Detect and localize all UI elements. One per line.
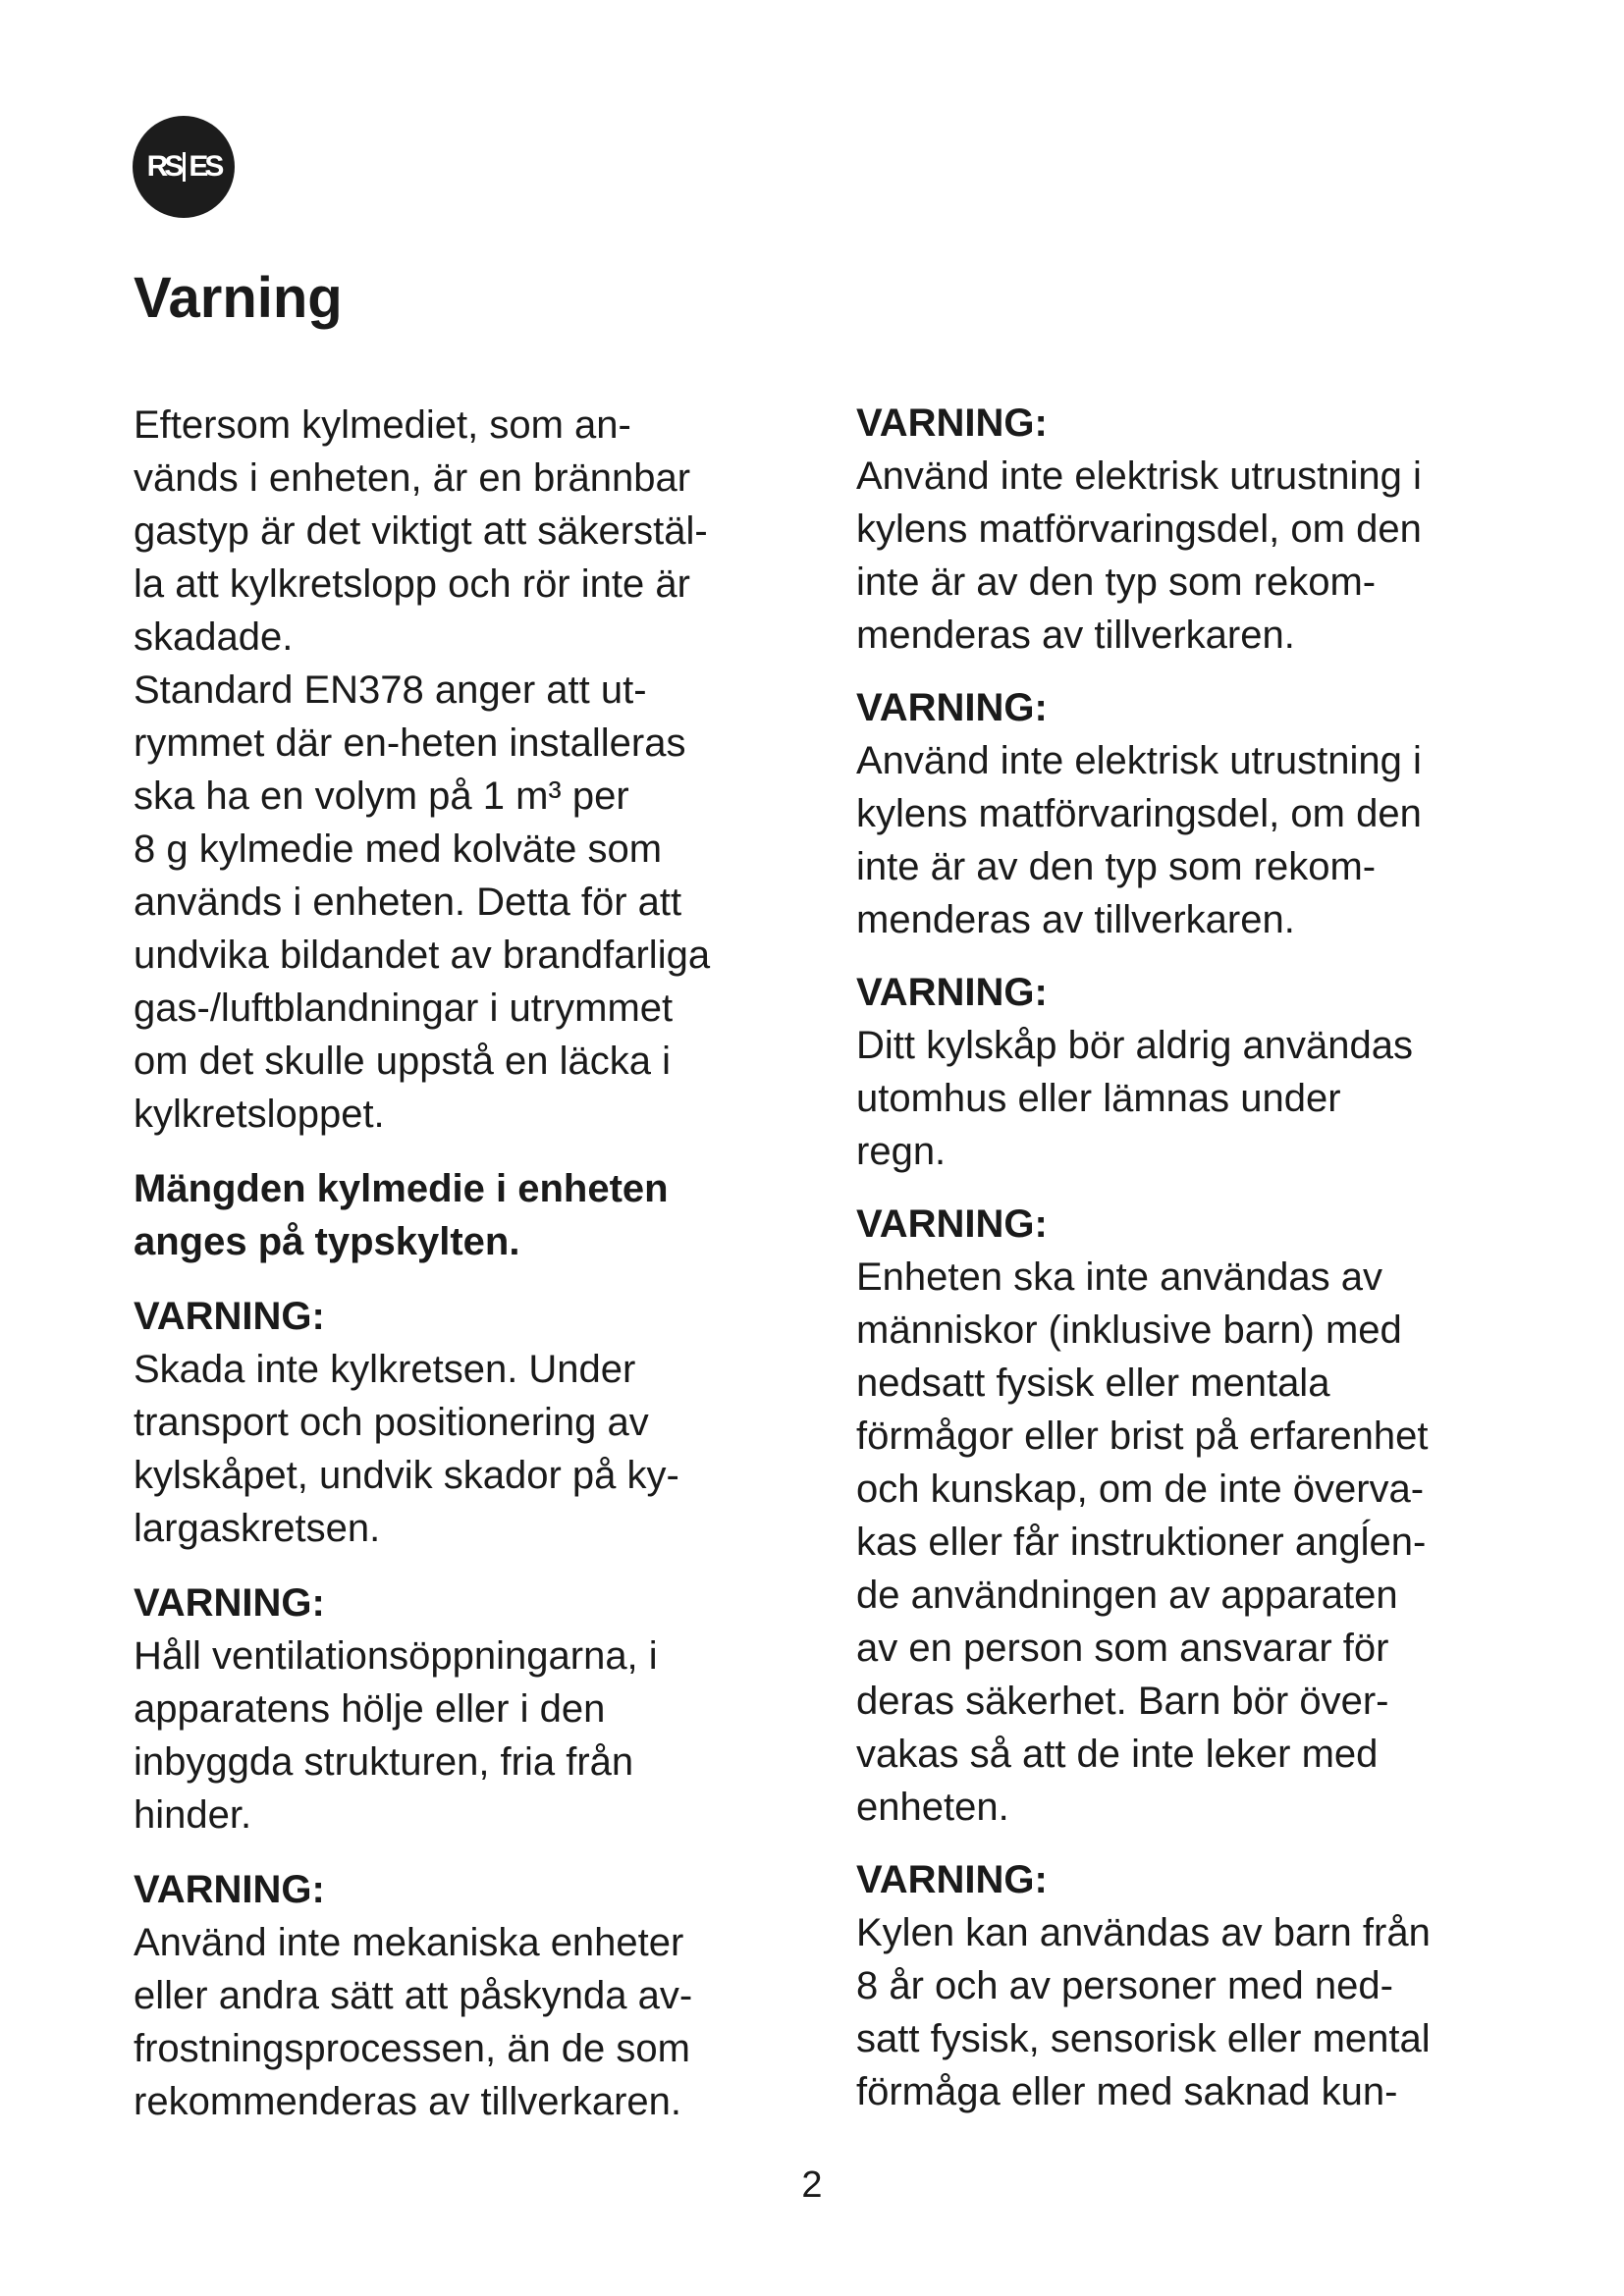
warning-line: kylens matförvaringsdel, om den: [856, 792, 1422, 835]
warning-line: Ditt kylskåp bör aldrig användas: [856, 1024, 1413, 1067]
warning-line: hinder.: [134, 1793, 252, 1837]
intro-line: rymmet där en-heten installeras: [134, 721, 686, 765]
intro-line: vänds i enheten, är en brännbar: [134, 456, 691, 500]
warning-line: och kunskap, om de inte överva-: [856, 1468, 1425, 1511]
intro-line: 8 g kylmedie med kolväte som: [134, 828, 663, 871]
warning-line: 8 år och av personer med ned-: [856, 1964, 1393, 2007]
warning-line: eller andra sätt att påskynda av-: [134, 1974, 693, 2017]
warning-block: [856, 397, 1524, 662]
note-line: Mängden kylmedie i enheten: [134, 1167, 669, 1210]
intro-line: undvika bildandet av brandfarliga: [134, 934, 711, 977]
warning-line: satt fysisk, sensorisk eller mental: [856, 2017, 1431, 2060]
warning-line: Skada inte kylkretsen. Under: [134, 1348, 636, 1391]
warning-line: kylens matförvaringsdel, om den: [856, 507, 1422, 551]
warning-line: regn.: [856, 1130, 947, 1173]
warning-block: [134, 1863, 801, 2128]
warning-line: deras säkerhet. Barn bör över-: [856, 1680, 1389, 1723]
warning-block: [856, 681, 1524, 946]
intro-line: ska ha en volym på 1 m³ per: [134, 774, 629, 818]
warning-heading: VARNING:: [856, 686, 1048, 729]
warning-line: Använd inte elektrisk utrustning i: [856, 739, 1422, 782]
warning-line: förmågor eller brist på erfarenhet: [856, 1415, 1429, 1458]
page-title: Varning: [134, 266, 343, 330]
refrigerant-amount-note: [134, 1162, 801, 1268]
warning-heading: VARNING:: [856, 971, 1048, 1014]
warning-line: nedsatt fysisk eller mentala: [856, 1362, 1330, 1405]
warning-line: Enheten ska inte användas av: [856, 1255, 1382, 1299]
intro-line: gastyp är det viktigt att säkerstäl-: [134, 509, 708, 553]
intro-line: gas-/luftblandningar i utrymmet: [134, 987, 674, 1030]
warning-line: Håll ventilationsöppningarna, i: [134, 1634, 658, 1678]
warning-line: de användningen av apparaten: [856, 1574, 1398, 1617]
intro-line: används i enheten. Detta för att: [134, 881, 682, 924]
intro-line: Standard EN378 anger att ut-: [134, 668, 647, 712]
warning-line: kas eller får instruktioner angĺen-: [856, 1521, 1427, 1564]
intro-line: kylkretsloppet.: [134, 1093, 385, 1136]
warning-line: largaskretsen.: [134, 1507, 381, 1550]
warning-block: [134, 1290, 801, 1555]
badge-separator: [183, 152, 186, 182]
badge-text-right: ES: [189, 150, 221, 183]
intro-line: Eftersom kylmediet, som an-: [134, 403, 631, 447]
intro-line: om det skulle uppstå en läcka i: [134, 1040, 671, 1083]
warning-line: menderas av tillverkaren.: [856, 614, 1295, 657]
right-column: [856, 397, 1524, 2138]
left-column: [134, 399, 801, 2148]
warning-line: Använd inte elektrisk utrustning i: [856, 454, 1422, 498]
warning-line: menderas av tillverkaren.: [856, 898, 1295, 941]
warning-line: vakas så att de inte leker med: [856, 1733, 1379, 1776]
warning-heading: VARNING:: [134, 1868, 325, 1911]
warning-line: Använd inte mekaniska enheter: [134, 1921, 684, 1964]
intro-line: la att kylkretslopp och rör inte är: [134, 562, 690, 606]
warning-line: utomhus eller lämnas under: [856, 1077, 1341, 1120]
intro-paragraph: [134, 399, 801, 1141]
warning-line: rekommenderas av tillverkaren.: [134, 2080, 681, 2123]
warning-heading: VARNING:: [134, 1295, 325, 1338]
warning-line: transport och positionering av: [134, 1401, 649, 1444]
badge-text-left: RS: [146, 150, 181, 183]
warning-block: [856, 1853, 1524, 2118]
warning-block: [856, 1198, 1524, 1834]
warning-line: av en person som ansvarar för: [856, 1627, 1389, 1670]
warning-heading: VARNING:: [856, 1202, 1048, 1246]
language-badge-logo: [133, 116, 235, 218]
warning-block: [856, 966, 1524, 1178]
warning-line: apparatens hölje eller i den: [134, 1687, 606, 1731]
warning-line: inte är av den typ som rekom-: [856, 845, 1377, 888]
warning-line: Kylen kan användas av barn från: [856, 1911, 1431, 1954]
warning-line: människor (inklusive barn) med: [856, 1308, 1402, 1352]
warning-line: förmåga eller med saknad kun-: [856, 2070, 1398, 2113]
note-line: anges på typskylten.: [134, 1220, 520, 1263]
warning-block: [134, 1576, 801, 1842]
warning-line: frostningsprocessen, än de som: [134, 2027, 690, 2070]
warning-heading: VARNING:: [856, 1858, 1048, 1901]
intro-line: skadade.: [134, 615, 294, 659]
warning-line: enheten.: [856, 1786, 1009, 1829]
warning-heading: VARNING:: [856, 401, 1048, 445]
warning-line: inte är av den typ som rekom-: [856, 561, 1377, 604]
warning-line: kylskåpet, undvik skador på ky-: [134, 1454, 679, 1497]
warning-line: inbyggda strukturen, fria från: [134, 1740, 634, 1784]
page-number: 2: [801, 2164, 823, 2206]
warning-heading: VARNING:: [134, 1581, 325, 1625]
